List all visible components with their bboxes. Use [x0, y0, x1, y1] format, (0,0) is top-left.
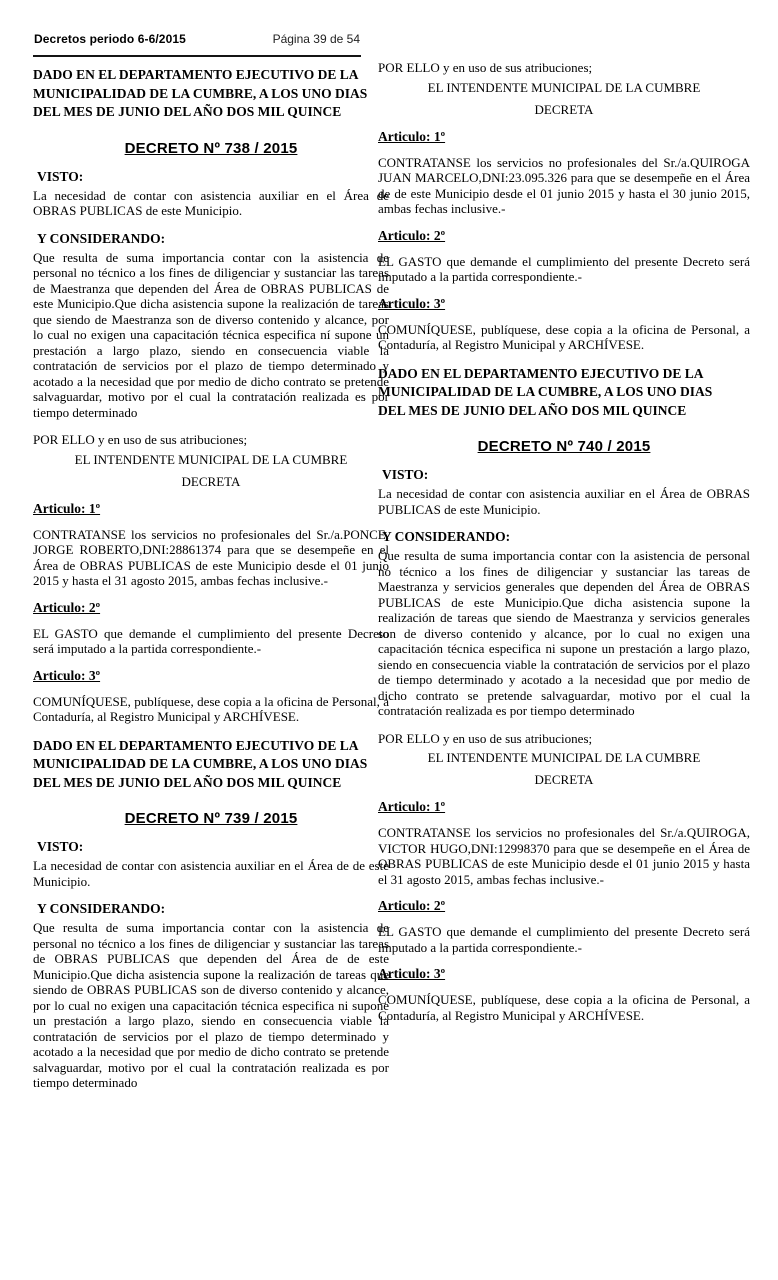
paragraph: La necesidad de contar con asistencia auxiliar en el Área de OBRAS PUBLICAS de este Municipio. [33, 187, 389, 218]
paragraph: CONTRATANSE los servicios no profesionales del Sr./a.QUIROGA, VICTOR HUGO,DNI:12998370 para que se desempeñe en el Área de OBRAS PUBLICAS de este Municipio desde el 01 junio 2015 y hasta el 31 agosto 2015, ambas fechas inclusive.- [378, 825, 750, 887]
paragraph: EL GASTO que demande el cumplimiento del presente Decreto será imputado a la partida correspondiente.- [378, 924, 750, 955]
header-document-title: Decretos periodo 6-6/2015 [34, 32, 186, 46]
paragraph: Que resulta de suma importancia contar con la asistencia de personal no técnico a los fines de diligenciar y sustanciar las tareas de Maestranza y servicios generales que dependen del Área de OBRAS PUBLICAS de este Municipio.Que dicha asistencia supone la realización de tareas que siendo de Maestranza y servicios generales son de diverso contenido y alcance, por lo cual no exigen una capacitación técnica especifica ni supone un prestación a largo plazo, siendo en consecuencia viable la contratación de servicios por el plazo de tiempo determinado y acotado a la necesidad que por medio de dicho contrato se pretende salvaguardar, motivo por el cual la contratación realizada es por tiempo determinado [378, 548, 750, 718]
article-heading: Articulo: 3º [378, 295, 446, 311]
closing-formula: POR ELLO y en uso de sus atribuciones; [378, 730, 593, 746]
article-heading: Articulo: 1º [33, 500, 101, 516]
decree-title: DECRETO Nº 739 / 2015 [124, 810, 298, 827]
article-heading: Articulo: 2º [33, 599, 101, 615]
paragraph: EL GASTO que demande el cumplimiento del presente Decreto será imputado a la partida correspondiente.- [378, 253, 750, 284]
center-line: EL INTENDENTE MUNICIPAL DE LA CUMBRE [427, 750, 701, 765]
page-header [33, 32, 361, 57]
paragraph: CONTRATANSE los servicios no profesionales del Sr./a.PONCE, JORGE ROBERTO,DNI:28861374 para que se desempeñe en el Área de OBRAS PUBLICAS de este Municipio desde el 01 junio 2015 y hasta el 31 agosto 2015, ambas fechas inclusive.- [33, 526, 389, 588]
center-line: DECRETA [181, 473, 241, 489]
section-label: VISTO: [382, 467, 429, 482]
dado-statement: DADO EN EL DEPARTAMENTO EJECUTIVO DE LA MUNICIPALIDAD DE LA CUMBRE, A LOS UNO DIAS DEL MES DE JUNIO DEL AÑO DOS MIL QUINCE [378, 365, 713, 418]
paragraph: CONTRATANSE los servicios no profesionales del Sr./a.QUIROGA JUAN MARCELO,DNI:23.095.326 para que se desempeñe en el Área de de este Municipio desde el 01 junio 2015 y hasta el 30 junio 2015, ambas fechas inclusive.- [378, 154, 750, 216]
article-heading: Articulo: 2º [378, 898, 446, 913]
center-line: DECRETA [534, 101, 594, 117]
column-left [33, 66, 389, 1096]
paragraph: COMUNÍQUESE, publíquese, dese copia a la oficina de Personal, a Contaduría, al Registro Municipal y ARCHÍVESE. [378, 992, 750, 1023]
paragraph: La necesidad de contar con asistencia auxiliar en el Área de OBRAS PUBLICAS de este Municipio. [378, 486, 750, 517]
article-heading: Articulo: 2º [378, 227, 446, 243]
center-line: EL INTENDENTE MUNICIPAL DE LA CUMBRE [74, 451, 348, 467]
section-label: VISTO: [37, 168, 84, 184]
header-page-number: Página 39 de 54 [272, 32, 360, 46]
section-label: Y CONSIDERANDO: [37, 901, 166, 916]
decree-title: DECRETO Nº 738 / 2015 [124, 139, 298, 157]
paragraph: COMUNÍQUESE, publíquese, dese copia a la oficina de Personal, a Contaduría, al Registro Municipal y ARCHÍVESE. [378, 321, 750, 352]
article-heading: Articulo: 1º [378, 799, 446, 814]
dado-statement: DADO EN EL DEPARTAMENTO EJECUTIVO DE LA MUNICIPALIDAD DE LA CUMBRE, A LOS UNO DIAS DEL MES DE JUNIO DEL AÑO DOS MIL QUINCE [33, 737, 368, 790]
article-heading: Articulo: 1º [378, 128, 446, 144]
column-right [378, 60, 750, 1028]
center-line: EL INTENDENTE MUNICIPAL DE LA CUMBRE [427, 79, 701, 95]
paragraph: EL GASTO que demande el cumplimiento del presente Decreto será imputado a la partida correspondiente.- [33, 625, 389, 656]
center-line: DECRETA [534, 772, 594, 787]
paragraph: La necesidad de contar con asistencia auxiliar en el Área de de este Municipio. [33, 858, 389, 889]
section-label: Y CONSIDERANDO: [382, 529, 511, 544]
closing-formula: POR ELLO y en uso de sus atribuciones; [33, 432, 248, 447]
paragraph: Que resulta de suma importancia contar con la asistencia de personal no técnico a los fines de diligenciar y sustanciar las tareas de OBRAS PUBLICAS que dependen del Área de de este Municipio.Que dicha asistencia supone la realización de tareas que siendo de OBRAS PUBLICAS son de diverso contenido y alcance, por lo cual no exigen una capacitación técnica especifica ni supone un prestación a largo plazo, siendo en consecuencia viable la contratación de servicios por el plazo de tiempo determinado y acotado a la necesidad que por medio de dicho contrato se pretende salvaguardar, motivo por el cual la contratación realizada es por tiempo determinado [33, 920, 389, 1090]
article-heading: Articulo: 3º [378, 966, 446, 981]
dado-statement: DADO EN EL DEPARTAMENTO EJECUTIVO DE LA MUNICIPALIDAD DE LA CUMBRE, A LOS UNO DIAS DEL MES DE JUNIO DEL AÑO DOS MIL QUINCE [33, 67, 368, 119]
section-label: VISTO: [37, 839, 84, 854]
paragraph: COMUNÍQUESE, publíquese, dese copia a la oficina de Personal, a Contaduría, al Registro Municipal y ARCHÍVESE. [33, 693, 389, 724]
article-heading: Articulo: 3º [33, 667, 101, 683]
closing-formula: POR ELLO y en uso de sus atribuciones; [378, 60, 593, 75]
paragraph: Que resulta de suma importancia contar con la asistencia de personal no técnico a los fines de diligenciar y sustanciar las tareas de Maestranza que dependen del Área de OBRAS PUBLICAS de este Municipio.Que dicha asistencia supone la realización de tareas que siendo de Maestranza son de diverso contenido y alcance, por lo cual no exigen una capacitación técnica especifica ní supone un prestación a largo plazo, siendo en consecuencia viable la contratación de servicios por el plazo de tiempo determinado y acotado a la necesidad que por medio de dicho contrato se pretende salvaguardar, motivo por el cual la contratación realizada es por tiempo determinado [33, 249, 389, 420]
section-label: Y CONSIDERANDO: [37, 230, 166, 246]
decree-title: DECRETO Nº 740 / 2015 [477, 438, 651, 455]
